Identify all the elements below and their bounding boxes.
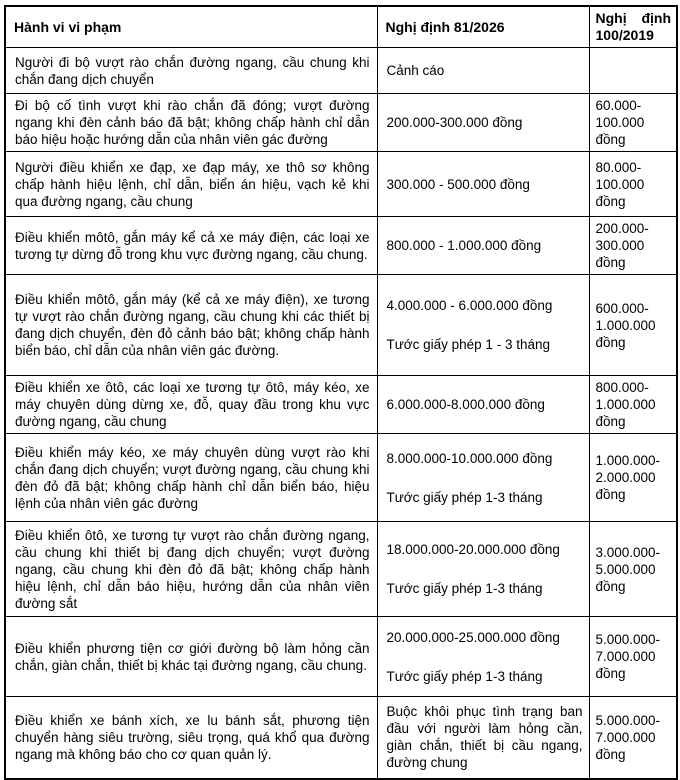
violation-cell: Người đi bộ vượt rào chắn đường ngang, cầu chung khi chắn đang dịch chuyển: [5, 48, 377, 94]
decree100-cell: 5.000.000-7.000.000 đồng: [589, 617, 677, 697]
table-header: [5, 6, 677, 48]
decree81-cell: Buộc khôi phục tình trạng ban đầu với người làm hỏng cần, giàn chắn, thiết bị cầu ngang, đường chung: [377, 697, 589, 779]
decree81-cell: [377, 617, 589, 697]
decree100-cell: 3.000.000-5.000.000 đồng: [589, 522, 677, 617]
violation-cell: Điều khiển ôtô, xe tương tự vượt rào chắn đường ngang, cầu chung khi thiết bị đang dịch chuyển; vượt đường ngang, cầu chung khi đèn đỏ đã bật; không chấp hành hiệu lệnh, chỉ dẫn báo hiệu, hướng dẫn của nhân viên đường sắt: [5, 522, 377, 617]
table-row: [5, 152, 677, 217]
decree100-cell: 60.000-100.000 đồng: [589, 94, 677, 152]
decree100-cell: 600.000-1.000.000 đồng: [589, 275, 677, 376]
table-row: [5, 617, 677, 697]
column-header-violation: Hành vi vi phạm: [5, 6, 377, 48]
decree81-cell: [377, 275, 589, 376]
decree100-cell: [589, 48, 677, 94]
violation-cell: Điều khiển môtô, gắn máy (kể cả xe máy điện), xe tương tự vượt rào chắn đường ngang, cầu chung khi các thiết bị đang dịch chuyển, đèn đỏ cảnh báo bật; không chấp hành biển báo, chỉ dẫn của nhân viên gác đường.: [5, 275, 377, 376]
header-row: [5, 6, 677, 48]
table-row: [5, 217, 677, 275]
fine-amount: 20.000.000-25.000.000 đồng: [386, 629, 560, 645]
decree100-cell: 5.000.000-7.000.000 đồng: [589, 697, 677, 779]
decree81-cell: 200.000-300.000 đồng: [377, 94, 589, 152]
table-row: [5, 522, 677, 617]
decree100-cell: 800.000-1.000.000 đồng: [589, 376, 677, 434]
violation-cell: Điều khiển phương tiện cơ giới đường bộ làm hỏng cần chắn, giàn chắn, thiết bị khác tại đường ngang, cầu chung.: [5, 617, 377, 697]
table-row: [5, 94, 677, 152]
table-row: [5, 376, 677, 434]
decree81-cell: Cảnh cáo: [377, 48, 589, 94]
license-revocation-note: Tước giấy phép 1-3 tháng: [386, 668, 543, 684]
decree100-cell: 80.000-100.000 đồng: [589, 152, 677, 217]
decree81-cell: 800.000 - 1.000.000 đồng: [377, 217, 589, 275]
decree81-cell: [377, 522, 589, 617]
violation-cell: Người điều khiển xe đạp, xe đạp máy, xe thô sơ không chấp hành hiệu lệnh, chỉ dẫn, biển án hiệu, vạch kẻ khi qua đường ngang, cầu chung: [5, 152, 377, 217]
license-revocation-note: Tước giấy phép 1-3 tháng: [386, 581, 543, 596]
table-body: [5, 48, 677, 779]
fine-amount: 18.000.000-20.000.000 đồng: [386, 542, 560, 557]
fine-amount: 4.000.000 - 6.000.000 đồng: [386, 298, 553, 313]
table-row: [5, 275, 677, 376]
decree100-cell: 200.000-300.000 đồng: [589, 217, 677, 275]
table-row: [5, 697, 677, 779]
violation-cell: Đi bộ cố tình vượt khi rào chắn đã đóng; vượt đường ngang khi đèn cảnh báo đã bật; không chấp hành chỉ dẫn báo hiệu hoặc hướng dẫn của nhân viên gác đường: [5, 94, 377, 152]
license-revocation-note: Tước giấy phép 1 - 3 tháng: [386, 337, 550, 352]
decree81-cell: 300.000 - 500.000 đồng: [377, 152, 589, 217]
column-header-decree-100-2019: Nghị định 100/2019: [589, 6, 677, 48]
license-revocation-note: Tước giấy phép 1-3 tháng: [386, 489, 543, 505]
table-row: [5, 434, 677, 522]
violation-cell: Điều khiển xe bánh xích, xe lu bánh sắt, phương tiện chuyển hàng siêu trường, siêu trọng, quá khổ qua đường ngang mà không báo cho cơ quan quản lý.: [5, 697, 377, 779]
decree100-cell: 1.000.000-2.000.000 đồng: [589, 434, 677, 522]
violation-cell: Điều khiển máy kéo, xe máy chuyên dùng vượt rào khi chắn đang dịch chuyển; vượt đường ngang, cầu chung khi đèn đỏ đã bật; không chấp hành chỉ dẫn biển báo, hiệu lệnh của nhân viên gác đường: [5, 434, 377, 522]
penalty-comparison-table: [4, 5, 678, 780]
decree81-cell: [377, 434, 589, 522]
decree81-cell: 6.000.000-8.000.000 đồng: [377, 376, 589, 434]
table-row: [5, 48, 677, 94]
fine-amount: 8.000.000-10.000.000 đồng: [386, 450, 553, 466]
column-header-decree-81-2026: Nghị định 81/2026: [377, 6, 589, 48]
violation-cell: Điều khiển xe ôtô, các loại xe tương tự ôtô, máy kéo, xe máy chuyên dùng dừng xe, đỗ, quay đầu trong khu vực đường ngang, cầu chung: [5, 376, 377, 434]
violation-cell: Điều khiển môtô, gắn máy kể cả xe máy điện, các loại xe tương tự dừng đỗ trong khu vực đường ngang, cầu chung.: [5, 217, 377, 275]
